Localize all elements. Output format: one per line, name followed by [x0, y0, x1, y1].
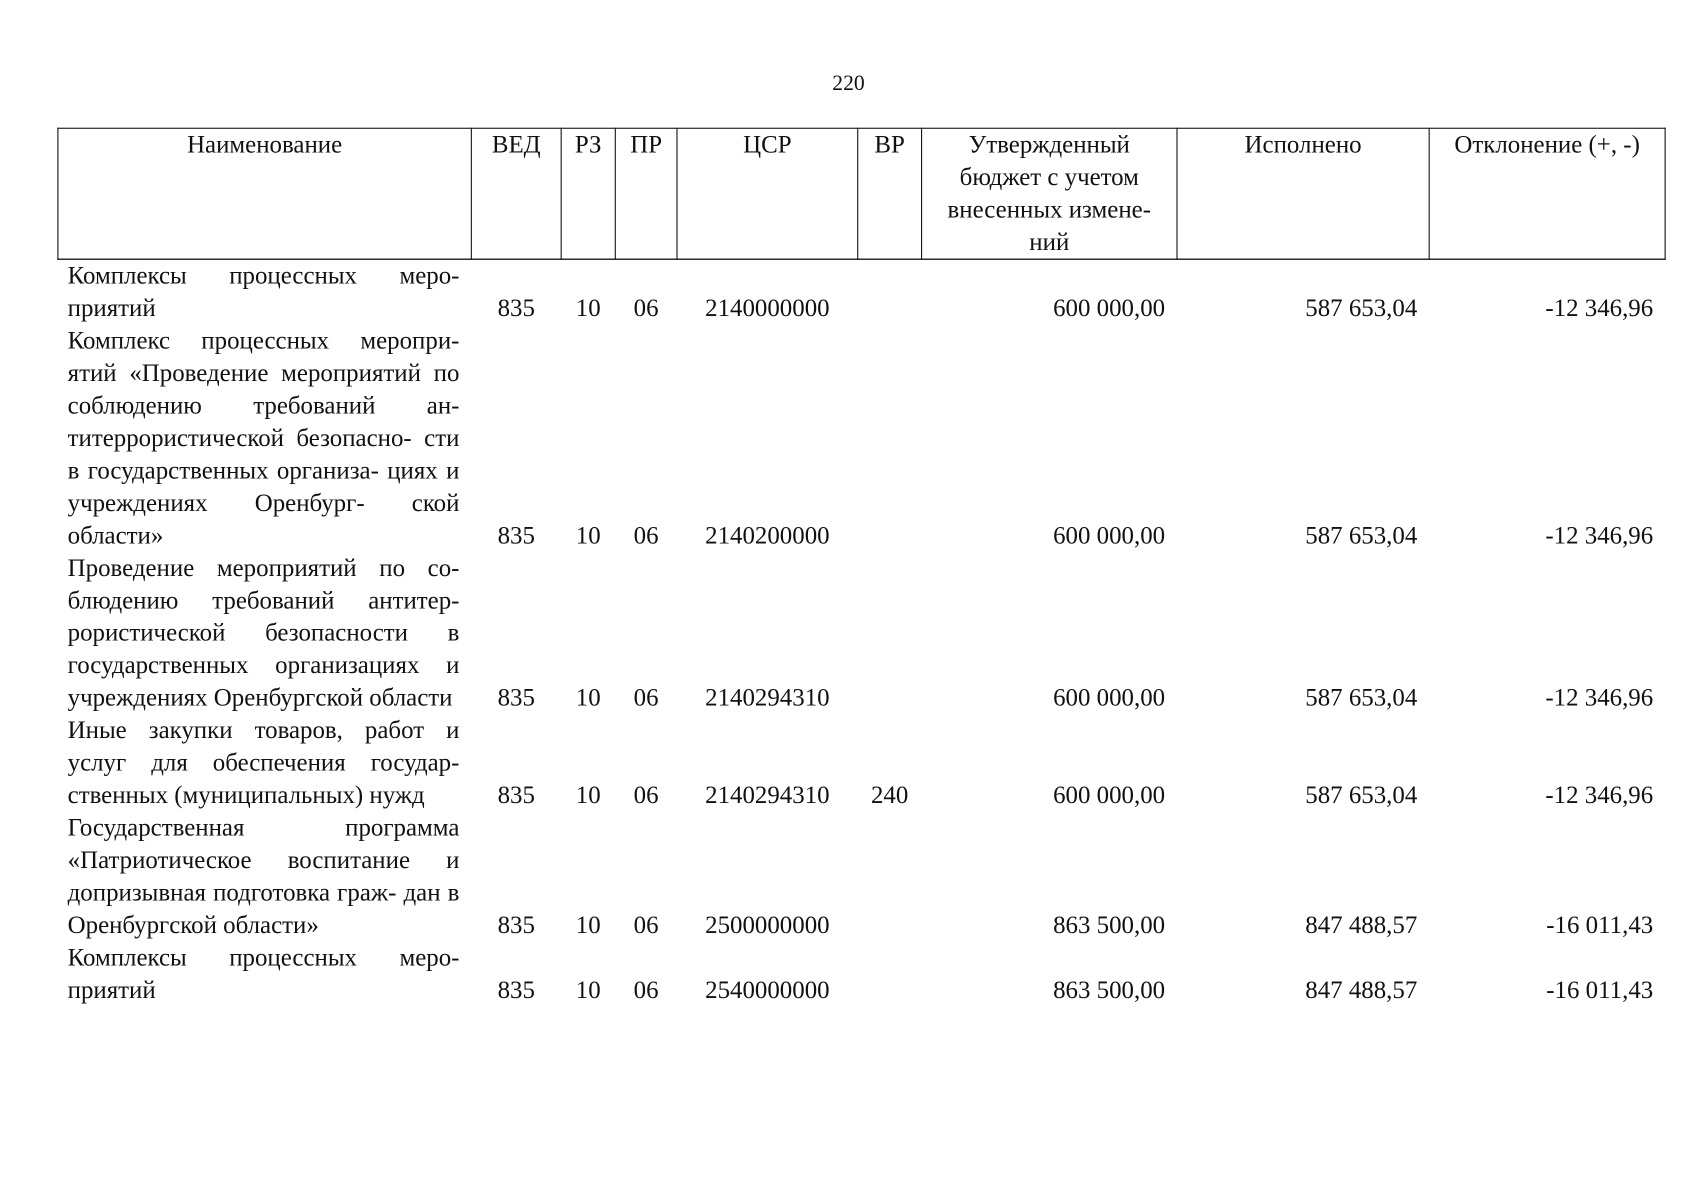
- row-deviation: -16 011,43: [1546, 911, 1654, 939]
- table-row: [58, 552, 1665, 714]
- table-body: [58, 259, 1665, 1006]
- row-rz: 10: [575, 294, 601, 322]
- row-pr: 06: [633, 294, 659, 322]
- row-pr: 06: [633, 781, 659, 809]
- row-vr: [858, 259, 922, 324]
- row-vr: [858, 325, 922, 552]
- row-ved: 835: [497, 781, 535, 809]
- row-deviation: -12 346,96: [1545, 294, 1654, 322]
- table-row: [58, 942, 1665, 1007]
- row-deviation: -12 346,96: [1545, 781, 1654, 809]
- table-row: [58, 812, 1665, 942]
- row-name: Комплекс процессных меропри- ятий «Проведение мероприятий по соблюдению требований ан- титеррористической безопасно- сти в государственных организа- циях и учреждениях Оренбург- ской области»: [67, 326, 460, 549]
- row-pr: 06: [633, 911, 659, 939]
- page-number: 220: [832, 71, 865, 96]
- header-budget: Утвержденный бюджет с учетом внесенных измене- ний: [922, 128, 1177, 259]
- header-deviation: Отклонение (+, -): [1429, 128, 1665, 259]
- row-budget: 863 500,00: [1053, 976, 1166, 1004]
- header-vr: ВР: [858, 128, 922, 259]
- header-csr: ЦСР: [677, 128, 858, 259]
- row-ved: 835: [497, 976, 535, 1004]
- row-rz: 10: [575, 684, 601, 712]
- row-csr: 2540000000: [705, 976, 830, 1004]
- row-deviation: -12 346,96: [1545, 684, 1654, 712]
- row-deviation: -16 011,43: [1546, 976, 1654, 1004]
- row-deviation: -12 346,96: [1545, 521, 1654, 549]
- row-csr: 2140294310: [705, 684, 830, 712]
- row-rz: 10: [575, 781, 601, 809]
- row-pr: 06: [633, 684, 659, 712]
- header-executed: Исполнено: [1177, 128, 1429, 259]
- row-ved: 835: [497, 911, 535, 939]
- row-name: Государственная программа «Патриотическое воспитание и допризывная подготовка граж- дан в Оренбургской области»: [67, 813, 460, 939]
- table-row: [58, 714, 1665, 811]
- header-pr: ПР: [615, 128, 677, 259]
- row-executed: 587 653,04: [1305, 294, 1418, 322]
- row-name: Проведение мероприятий по со- блюдению требований антитер- рористической безопасности в государственных организациях и учреждениях Оренбургской области: [67, 554, 460, 712]
- row-budget: 600 000,00: [1053, 684, 1166, 712]
- row-rz: 10: [575, 521, 601, 549]
- table-header: [58, 128, 1665, 259]
- row-name: Иные закупки товаров, работ и услуг для обеспечения государ- ственных (муниципальных) нужд: [67, 716, 460, 809]
- header-rz: РЗ: [561, 128, 615, 259]
- budget-execution-table: [57, 128, 1665, 1007]
- row-vr: 240: [870, 781, 909, 809]
- row-ved: 835: [497, 521, 535, 549]
- row-pr: 06: [633, 976, 659, 1004]
- row-executed: 587 653,04: [1305, 684, 1418, 712]
- row-budget: 600 000,00: [1053, 521, 1166, 549]
- row-name: Комплексы процессных меро- приятий: [67, 943, 460, 1004]
- row-budget: 600 000,00: [1053, 781, 1166, 809]
- row-vr: [858, 552, 922, 714]
- header-ved: ВЕД: [471, 128, 561, 259]
- row-vr: [858, 812, 922, 942]
- row-executed: 847 488,57: [1305, 911, 1418, 939]
- table-row: [58, 259, 1665, 324]
- row-name: Комплексы процессных меро- приятий: [67, 261, 460, 322]
- row-budget: 600 000,00: [1053, 294, 1166, 322]
- row-rz: 10: [575, 976, 601, 1004]
- row-csr: 2140294310: [705, 781, 830, 809]
- row-csr: 2140200000: [705, 521, 830, 549]
- row-ved: 835: [497, 684, 535, 712]
- row-csr: 2140000000: [705, 294, 830, 322]
- row-executed: 587 653,04: [1305, 521, 1418, 549]
- row-vr: [858, 942, 922, 1007]
- row-ved: 835: [497, 294, 535, 322]
- table-row: [58, 325, 1665, 552]
- row-pr: 06: [633, 521, 659, 549]
- row-budget: 863 500,00: [1053, 911, 1166, 939]
- header-name: Наименование: [58, 128, 471, 259]
- row-executed: 847 488,57: [1305, 976, 1418, 1004]
- row-csr: 2500000000: [705, 911, 830, 939]
- row-executed: 587 653,04: [1305, 781, 1418, 809]
- row-rz: 10: [575, 911, 601, 939]
